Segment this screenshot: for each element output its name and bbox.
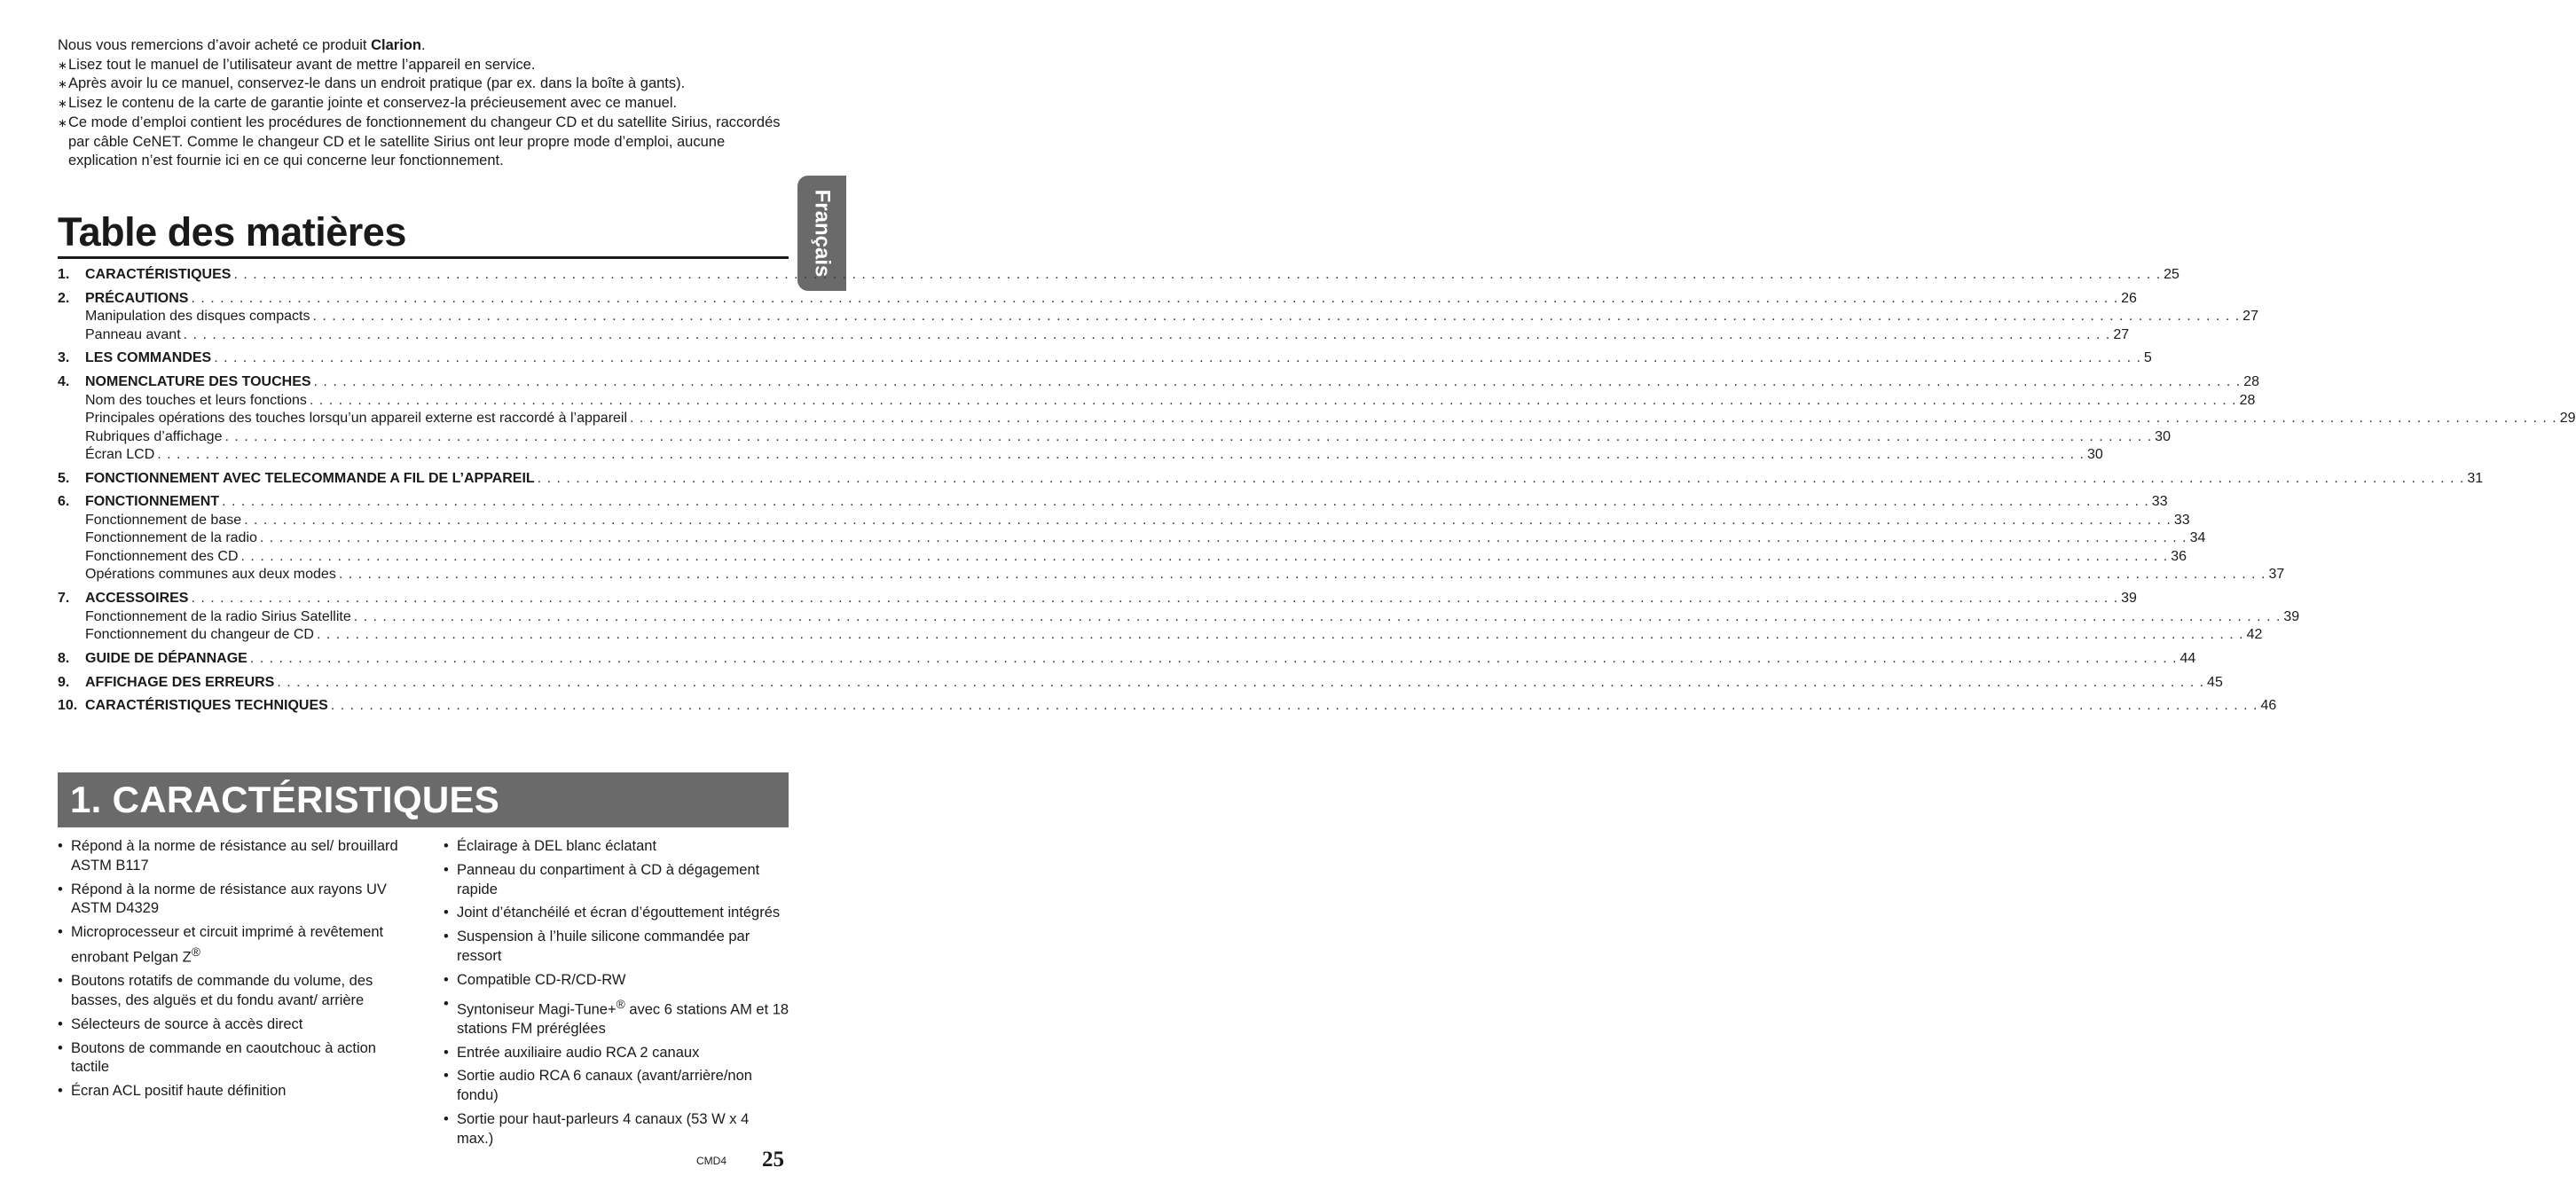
bullet-icon: • [444,861,449,878]
feature-text-continued: avec 6 stations AM et 18 stations FM préréglées [457,1001,789,1037]
note-marker-icon: ∗ [58,77,67,91]
bullet-icon: • [444,1044,449,1061]
toc-subentry [58,626,2263,645]
toc-subentry-page: 37 [2268,567,2285,583]
toc-subentry [58,308,2258,326]
toc-entry-number: 5. [58,470,70,486]
toc-subentry-page: 28 [2239,392,2256,408]
feature-text: Écran ACL positif haute définition [71,1083,287,1100]
feature-item [444,904,789,923]
note-marker-icon: ∗ [58,58,67,72]
feature-text: Microprocesseur et circuit imprimé à revêtement enrobant Pelgan Z [71,924,384,966]
toc-subentry-label: Rubriques d’affichage [85,428,223,444]
section-header [58,772,789,827]
toc-leader-dots: . . . . . . . . . . . . . . . . . . . . . . . . . . . . . . . . . . . . . . . . . . . . . . . . . . . . . . . . . . . . . . . . . . . . . . . . . . . . . . . . . . . . . . . . . . . . . . . . . . . . . . . . . . . . . . . . . . . . . . . . . . . . . . . . . . . . . . . . . . . . . . . . . . . . . . . . . . . . . . . . . . . . . . . . . . . . . . . . . . . . . . . . . . . . . . . . . . . . . . . . [191,290,2119,306]
section-title: 1. CARACTÉRISTIQUES [70,779,500,820]
feature-item [444,995,789,1039]
bullet-icon: • [444,971,449,988]
toc-entry-number: 6. [58,494,70,510]
toc-entry-label: FONCTIONNEMENT AVEC TELECOMMANDE A FIL DE L’APPAREIL [85,470,535,486]
bullet-icon: • [444,838,449,854]
toc-subentry-page: 30 [2155,428,2171,444]
toc-entry [58,373,2260,392]
toc-subentry-page: 27 [2113,326,2130,342]
toc-entry-number: 4. [58,374,70,390]
thanks-line: Nous vous remercions d’avoir acheté ce produit Clarion. [58,37,426,53]
bullet-icon: • [444,1111,449,1128]
feature-item [58,837,404,876]
intro-notes [58,56,794,171]
toc-entry-page: 39 [2121,591,2137,607]
feature-item [444,971,789,991]
toc-leader-dots: . . . . . . . . . . . . . . . . . . . . . . . . . . . . . . . . . . . . . . . . . . . . . . . . . . . . . . . . . . . . . . . . . . . . . . . . . . . . . . . . . . . . . . . . . . . . . . . . . . . . . . . . . . . . . . . . . . . . . . . . . . . . . . . . . . . . . . . . . . . . . . . . . . . . . . . . . . . . . . . . . . . . . . . . . . . . . . . . . . . . . . . . . . . . . . . . . . . . . . . . [312,309,2241,325]
toc-entry-label: FONCTIONNEMENT [85,494,220,510]
intro-note [58,94,794,114]
toc-subentry-page: 36 [2171,548,2187,564]
table-of-contents [58,266,2576,716]
toc-subentry-label: Fonctionnement de base [85,512,242,528]
model-code: CMD4 [696,1155,727,1167]
registered-mark: ® [191,944,200,959]
toc-subentry [58,548,2187,567]
feature-text: Boutons rotatifs de commande du volume, des basses, des alguës et du fondu avant/ arrière [71,973,373,1009]
toc-leader-dots: . . . . . . . . . . . . . . . . . . . . . . . . . . . . . . . . . . . . . . . . . . . . . . . . . . . . . . . . . . . . . . . . . . . . . . . . . . . . . . . . . . . . . . . . . . . . . . . . . . . . . . . . . . . . . . . . . . . . . . . . . . . . . . . . . . . . . . . . . . . . . . . . . . . . . . . . . . . . . . . . . . . . . . . . . . . . . . . . . . . . . . . . . . . . . . . . . . . . . . . . [259,530,2187,546]
toc-entry [58,697,2277,716]
toc-title: Table des matières [58,209,406,255]
bullet-icon: • [58,1083,63,1100]
feature-item [444,928,789,967]
toc-subentry-page: 34 [2189,530,2206,546]
toc-subentry-label: Fonctionnement de la radio Sirius Satellite [85,608,351,624]
language-tab-label: Français [810,189,835,278]
toc-subentry-label: Fonctionnement des CD [85,548,239,564]
toc-entry-page: 45 [2207,674,2223,690]
toc-subentry-page: 27 [2242,309,2258,325]
feature-item [444,1067,789,1106]
toc-entry-page: 46 [2260,698,2277,714]
toc-entry-label: CARACTÉRISTIQUES [85,267,232,282]
intro-note [58,56,794,75]
toc-entry [58,470,2484,489]
toc-entry-number: 9. [58,674,70,690]
intro-note [58,74,794,94]
toc-leader-dots: . . . . . . . . . . . . . . . . . . . . . . . . . . . . . . . . . . . . . . . . . . . . . . . . . . . . . . . . . . . . . . . . . . . . . . . . . . . . . . . . . . . . . . . . . . . . . . . . . . . . . . . . . . . . . . . . . . . . . . . . . . . . . . . . . . . . . . . . . . . . . . . . . . . . . . . . . . . . . . . . . . . . . . . . . . . . . . . . . . . . . . . . . . . . . . . . . . . . . . . . [249,650,2178,666]
toc-subentry [58,428,2171,447]
toc-leader-dots: . . . . . . . . . . . . . . . . . . . . . . . . . . . . . . . . . . . . . . . . . . . . . . . . . . . . . . . . . . . . . . . . . . . . . . . . . . . . . . . . . . . . . . . . . . . . . . . . . . . . . . . . . . . . . . . . . . . . . . . . . . . . . . . . . . . . . . . . . . . . . . . . . . . . . . . . . . . . . . . . . . . . . . . . . . . . . . . . . . . . . . . . . . . . . . . . . . . . . . . . [191,591,2119,607]
toc-leader-dots: . . . . . . . . . . . . . . . . . . . . . . . . . . . . . . . . . . . . . . . . . . . . . . . . . . . . . . . . . . . . . . . . . . . . . . . . . . . . . . . . . . . . . . . . . . . . . . . . . . . . . . . . . . . . . . . . . . . . . . . . . . . . . . . . . . . . . . . . . . . . . . . . . . . . . . . . . . . . . . . . . . . . . . . . . . . . . . . . . . . . . . . . . . . . . . . . . . . . . . . . [157,447,2085,463]
toc-subentry-label: Nom des touches et leurs fonctions [85,392,307,408]
toc-subentry-label: Écran LCD [85,447,155,463]
toc-leader-dots: . . . . . . . . . . . . . . . . . . . . . . . . . . . . . . . . . . . . . . . . . . . . . . . . . . . . . . . . . . . . . . . . . . . . . . . . . . . . . . . . . . . . . . . . . . . . . . . . . . . . . . . . . . . . . . . . . . . . . . . . . . . . . . . . . . . . . . . . . . . . . . . . . . . . . . . . . . . . . . . . . . . . . . . . . . . . . . . . . . . . . . . . . . . . . . . . . . . . . . . . [244,512,2172,528]
toc-subentry-label: Opérations communes aux deux modes [85,567,336,583]
note-text: Lisez le contenu de la carte de garantie jointe et conservez-la précieusement avec ce manuel. [68,95,678,112]
toc-leader-dots: . . . . . . . . . . . . . . . . . . . . . . . . . . . . . . . . . . . . . . . . . . . . . . . . . . . . . . . . . . . . . . . . . . . . . . . . . . . . . . . . . . . . . . . . . . . . . . . . . . . . . . . . . . . . . . . . . . . . . . . . . . . . . . . . . . . . . . . . . . . . . . . . . . . . . . . . . . . . . . . . . . . . . . . . . . . . . . . . . . . . . . . . . . . . . . . . . . . . . . . . [330,698,2258,714]
note-text: Ce mode d’emploi contient les procédures de fonctionnement du changeur CD et du satellite Sirius, raccordés par câble CeNET. Comme le changeur CD et le satellite Sirius ont leur propre mode d’emploi, aucune explication n’est fournie ici en ce qui concerne leur fonctionnement. [68,114,781,169]
toc-subentry-page: 30 [2086,447,2103,463]
toc-entry-page: 44 [2179,650,2196,666]
toc-entry-number: 10. [58,698,78,714]
toc-leader-dots: . . . . . . . . . . . . . . . . . . . . . . . . . . . . . . . . . . . . . . . . . . . . . . . . . . . . . . . . . . . . . . . . . . . . . . . . . . . . . . . . . . . . . . . . . . . . . . . . . . . . . . . . . . . . . . . . . . . . . . . . . . . . . . . . . . . . . . . . . . . . . . . . . . . . . . . . . . . . . . . . . . . . . . . . . . . . . . . . . . . . . . . . . . . . . . . . . . . . . . . . [214,350,2141,366]
toc-entry-label: CARACTÉRISTIQUES TECHNIQUES [85,698,328,714]
toc-subentry-label: Fonctionnement de la radio [85,530,257,546]
toc-entry [58,349,2152,368]
toc-entry-label: LES COMMANDES [85,350,212,366]
feature-text: Répond à la norme de résistance au sel/ brouillard ASTM B117 [71,838,398,874]
feature-item [58,1015,404,1035]
toc-entry [58,650,2196,669]
intro-note [58,114,794,171]
toc-subentry [58,566,2285,584]
toc-leader-dots: . . . . . . . . . . . . . . . . . . . . . . . . . . . . . . . . . . . . . . . . . . . . . . . . . . . . . . . . . . . . . . . . . . . . . . . . . . . . . . . . . . . . . . . . . . . . . . . . . . . . . . . . . . . . . . . . . . . . . . . . . . . . . . . . . . . . . . . . . . . . . . . . . . . . . . . . . . . . . . . . . . . . . . . . . . . . . . . . . . . . . . . . . . . . . . . . . . . . . . . . [309,392,2237,408]
feature-text: Entrée auxiliaire audio RCA 2 canaux [457,1044,700,1061]
feature-text: Sortie audio RCA 6 canaux (avant/arrière/non fondu) [457,1068,752,1104]
feature-text: Panneau du conpartiment à CD à dégagement rapide [457,861,760,897]
toc-subentry [58,529,2206,548]
feature-item [444,1110,789,1149]
toc-subentry-label: Manipulation des disques compacts [85,309,310,325]
bullet-icon: • [444,1068,449,1085]
feature-item [58,1039,404,1078]
intro [58,36,794,171]
toc-leader-dots: . . . . . . . . . . . . . . . . . . . . . . . . . . . . . . . . . . . . . . . . . . . . . . . . . . . . . . . . . . . . . . . . . . . . . . . . . . . . . . . . . . . . . . . . . . . . . . . . . . . . . . . . . . . . . . . . . . . . . . . . . . . . . . . . . . . . . . . . . . . . . . . . . . . . . . . . . . . . . . . . . . . . . . . . . . . . . . . . . . . . . . . . . . . . . . . . . . . . . . . . [338,567,2266,583]
toc-subentry-page: 39 [2283,608,2300,624]
toc-leader-dots: . . . . . . . . . . . . . . . . . . . . . . . . . . . . . . . . . . . . . . . . . . . . . . . . . . . . . . . . . . . . . . . . . . . . . . . . . . . . . . . . . . . . . . . . . . . . . . . . . . . . . . . . . . . . . . . . . . . . . . . . . . . . . . . . . . . . . . . . . . . . . . . . . . . . . . . . . . . . . . . . . . . . . . . . . . . . . . . . . . . . . . . . . . . . . . . . . . . . . . . . [277,674,2205,690]
features-right-column [444,837,789,1154]
toc-subentry [58,446,2103,465]
toc-leader-dots: . . . . . . . . . . . . . . . . . . . . . . . . . . . . . . . . . . . . . . . . . . . . . . . . . . . . . . . . . . . . . . . . . . . . . . . . . . . . . . . . . . . . . . . . . . . . . . . . . . . . . . . . . . . . . . . . . . . . . . . . . . . . . . . . . . . . . . . . . . . . . . . . . . . . . . . . . . . . . . . . . . . . . . . . . . . . . . . . . . . . . . . . . . . . . . . . . . . . . . . . [224,428,2153,444]
toc-entry [58,493,2168,512]
toc-entry-number: 3. [58,350,70,366]
registered-mark: ® [616,997,625,1011]
feature-item [58,972,404,1011]
feature-text: Sortie pour haut-parleurs 4 canaux (53 W x 4 max.) [457,1111,750,1147]
note-text: Après avoir lu ce manuel, conservez-le dans un endroit pratique (par ex. dans la boîte à gants). [68,75,686,92]
bullet-icon: • [444,929,449,945]
toc-entry-label: PRÉCAUTIONS [85,290,189,306]
toc-entry-page: 33 [2151,494,2168,510]
feature-item [58,923,404,968]
bullet-icon: • [58,881,63,897]
toc-entry-page: 5 [2143,350,2152,366]
toc-entry-label: NOMENCLATURE DES TOUCHES [85,374,311,390]
toc-entry-page: 31 [2467,470,2484,486]
feature-text: Sélecteurs de source à accès direct [71,1015,303,1032]
feature-text: Joint d’étanchéilé et écran d’égouttement intégrés [457,905,781,921]
feature-text: Syntoniseur Magi-Tune+ [457,1001,617,1018]
toc-subentry [58,392,2256,411]
toc-leader-dots: . . . . . . . . . . . . . . . . . . . . . . . . . . . . . . . . . . . . . . . . . . . . . . . . . . . . . . . . . . . . . . . . . . . . . . . . . . . . . . . . . . . . . . . . . . . . . . . . . . . . . . . . . . . . . . . . . . . . . . . . . . . . . . . . . . . . . . . . . . . . . . . . . . . . . . . . . . . . . . . . . . . . . . . . . . . . . . . . . . . . . . . . . . . . . . . . . . . . . . . . [222,494,2149,510]
feature-text: Éclairage à DEL blanc éclatant [457,838,657,854]
toc-entry-number: 2. [58,290,70,306]
feature-item [58,1082,404,1101]
feature-text: Suspension à l’huile silicone commandée par ressort [457,929,750,964]
toc-leader-dots: . . . . . . . . . . . . . . . . . . . . . . . . . . . . . . . . . . . . . . . . . . . . . . . . . . . . . . . . . . . . . . . . . . . . . . . . . . . . . . . . . . . . . . . . . . . . . . . . . . . . . . . . . . . . . . . . . . . . . . . . . . . . . . . . . . . . . . . . . . . . . . . . . . . . . . . . . . . . . . . . . . . . . . . . . . . . . . . . . . . . . . . . . . . . . . . . . . . . . . . . [353,608,2281,624]
bullet-icon: • [58,838,63,854]
toc-entry-label: AFFICHAGE DES ERREURS [85,674,275,690]
toc-entry-page: 25 [2164,267,2179,282]
feature-item [444,837,789,857]
bullet-icon: • [58,924,63,941]
toc-subentry-label: Fonctionnement du changeur de CD [85,627,314,643]
features-left-column [58,837,404,1106]
bullet-icon: • [58,1039,63,1056]
toc-leader-dots: . . . . . . . . . . . . . . . . . . . . . . . . . . . . . . . . . . . . . . . . . . . . . . . . . . . . . . . . . . . . . . . . . . . . . . . . . . . . . . . . . . . . . . . . . . . . . . . . . . . . . . . . . . . . . . . . . . . . . . . . . . . . . . . . . . . . . . . . . . . . . . . . . . . . . . . . . . . . . . . . . . . . . . . . . . . . . . . . . . . . . . . . . . . . . . . . . . . . . . . . [183,326,2111,342]
feature-item [58,881,404,920]
toc-entry-number: 7. [58,591,70,607]
toc-entry-number: 1. [58,267,70,282]
toc-entry-number: 8. [58,650,70,666]
toc-subentry-label: Panneau avant [85,326,181,342]
brand-name: Clarion [371,37,421,53]
toc-subentry [58,410,2576,428]
toc-leader-dots: . . . . . . . . . . . . . . . . . . . . . . . . . . . . . . . . . . . . . . . . . . . . . . . . . . . . . . . . . . . . . . . . . . . . . . . . . . . . . . . . . . . . . . . . . . . . . . . . . . . . . . . . . . . . . . . . . . . . . . . . . . . . . . . . . . . . . . . . . . . . . . . . . . . . . . . . . . . . . . . . . . . . . . . . . . . . . . . . . . . . . . . . . . . . . . . . . . . . . . . . [537,470,2465,486]
toc-subentry [58,326,2130,345]
feature-item [444,861,789,900]
toc-leader-dots: . . . . . . . . . . . . . . . . . . . . . . . . . . . . . . . . . . . . . . . . . . . . . . . . . . . . . . . . . . . . . . . . . . . . . . . . . . . . . . . . . . . . . . . . . . . . . . . . . . . . . . . . . . . . . . . . . . . . . . . . . . . . . . . . . . . . . . . . . . . . . . . . . . . . . . . . . . . . . . . . . . . . . . . . . . . . . . . . . . . . . . . . . . . . . . . . . . . . . . . . [233,267,2162,282]
page-number: 25 [762,1148,784,1172]
toc-subentry [58,608,2300,627]
toc-entry [58,290,2137,309]
feature-text: Répond à la norme de résistance aux rayons UV ASTM D4329 [71,881,387,917]
toc-leader-dots: . . . . . . . . . . . . . . . . . . . . . . . . . . . . . . . . . . . . . . . . . . . . . . . . . . . . . . . . . . . . . . . . . . . . . . . . . . . . . . . . . . . . . . . . . . . . . . . . . . . . . . . . . . . . . . . . . . . . . . . . . . . . . . . . . . . . . . . . . . . . . . . . . . . . . . . . . . . . . . . . . . . . . . . . . . . . . . . . . . . . . . . . . . . . . . . . . . . . . . . . [240,548,2169,564]
feature-text: Boutons de commande en caoutchouc à action tactile [71,1039,376,1076]
bullet-icon: • [58,1015,63,1032]
note-marker-icon: ∗ [58,115,67,129]
toc-entry [58,674,2223,693]
toc-subentry-label: Principales opérations des touches lorsqu’un appareil externe est raccordé à l’appareil [85,411,628,427]
bullet-icon: • [58,973,63,990]
toc-entry-page: 28 [2243,374,2260,390]
feature-text: Compatible CD-R/CD-RW [457,971,626,988]
feature-item [444,1044,789,1063]
toc-leader-dots: . . . . . . . . . . . . . . . . . . . . . . . . . . . . . . . . . . . . . . . . . . . . . . . . . . . . . . . . . . . . . . . . . . . . . . . . . . . . . . . . . . . . . . . . . . . . . . . . . . . . . . . . . . . . . . . . . . . . . . . . . . . . . . . . . . . . . . . . . . . . . . . . . . . . . . . . . . . . . . . . . . . . . . . . . . . . . . . . . . . . . . . . . . . . . . . . . . . . . . . . [313,374,2242,390]
toc-entry [58,266,2179,285]
toc-subentry [58,512,2190,530]
toc-subentry-page: 29 [2559,411,2576,427]
bullet-icon: • [444,995,449,1012]
toc-leader-dots: . . . . . . . . . . . . . . . . . . . . . . . . . . . . . . . . . . . . . . . . . . . . . . . . . . . . . . . . . . . . . . . . . . . . . . . . . . . . . . . . . . . . . . . . . . . . . . . . . . . . . . . . . . . . . . . . . . . . . . . . . . . . . . . . . . . . . . . . . . . . . . . . . . . . . . . . . . . . . . . . . . . . . . . . . . . . . . . . . . . . . . . . . . . . . . . . . . . . . . . . [630,411,2557,427]
toc-entry-label: ACCESSOIRES [85,591,189,607]
bullet-icon: • [444,905,449,921]
toc-entry-label: GUIDE DE DÉPANNAGE [85,650,247,666]
toc-subentry-page: 42 [2246,627,2263,643]
toc-entry [58,590,2137,608]
note-marker-icon: ∗ [58,97,67,111]
toc-subentry-page: 33 [2173,512,2190,528]
note-text: Lisez tout le manuel de l’utilisateur avant de mettre l’appareil en service. [68,56,536,73]
toc-entry-page: 26 [2121,290,2137,306]
toc-leader-dots: . . . . . . . . . . . . . . . . . . . . . . . . . . . . . . . . . . . . . . . . . . . . . . . . . . . . . . . . . . . . . . . . . . . . . . . . . . . . . . . . . . . . . . . . . . . . . . . . . . . . . . . . . . . . . . . . . . . . . . . . . . . . . . . . . . . . . . . . . . . . . . . . . . . . . . . . . . . . . . . . . . . . . . . . . . . . . . . . . . . . . . . . . . . . . . . . . . . . . . . . [316,627,2244,643]
toc-title-rule [58,256,789,259]
